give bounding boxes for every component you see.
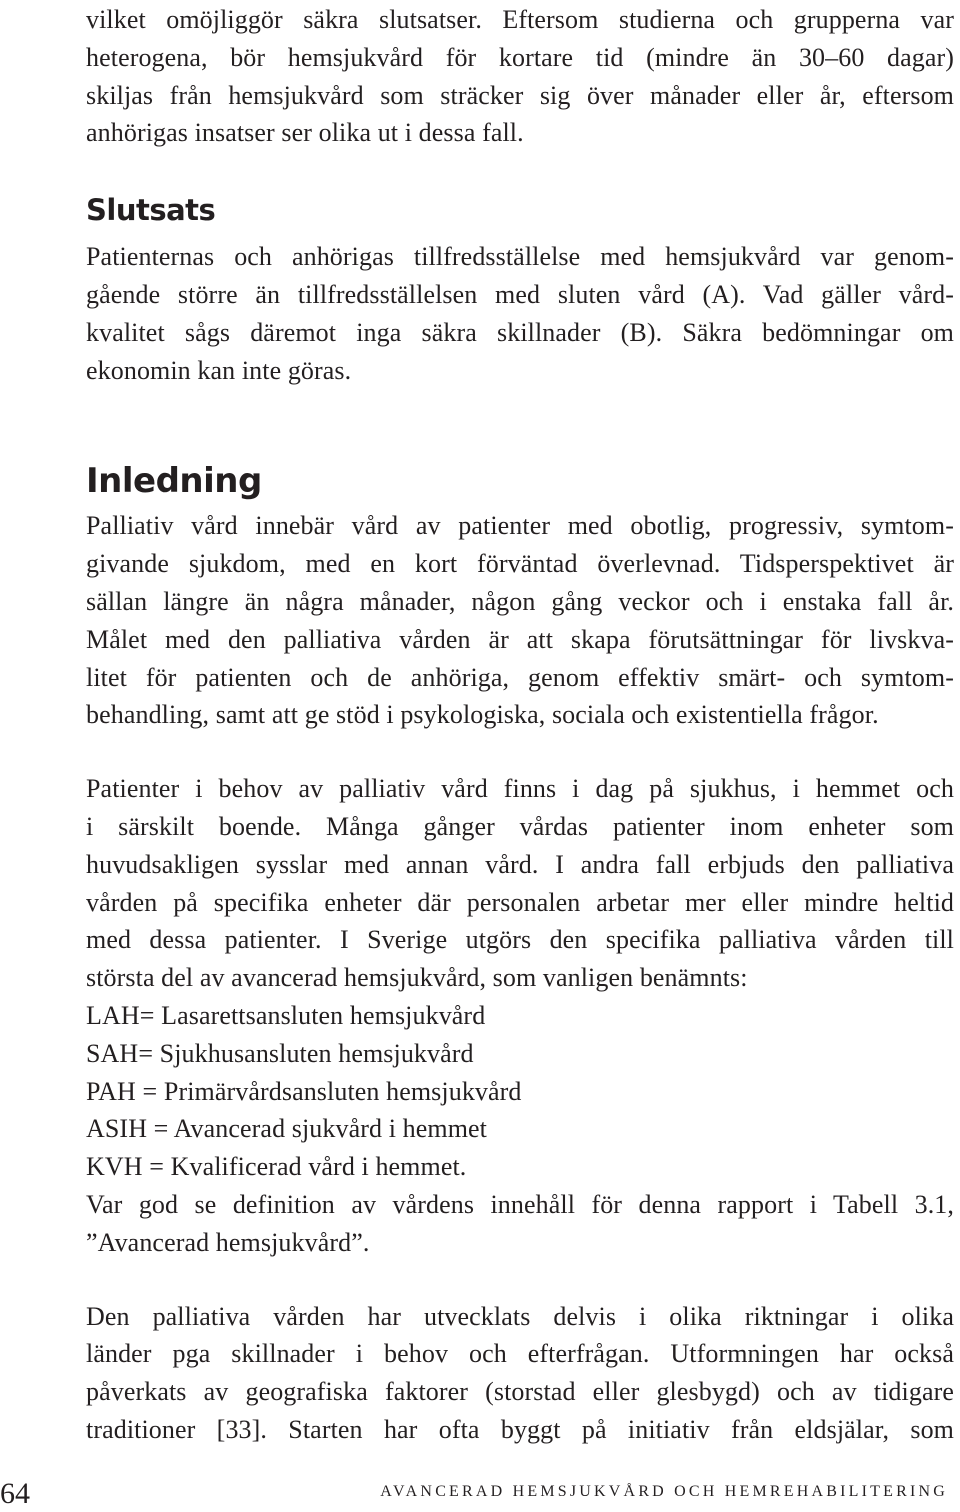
text-line: kvalitet sågs däremot inga säkra skillnader (B). Säkra bedömningar om — [86, 317, 954, 347]
text-line: ”Avancerad hemsjukvård”. — [86, 1227, 370, 1257]
text-line: huvudsakligen sysslar med annan vård. I andra fall erbjuds den palliativa — [86, 849, 954, 879]
inledning-paragraph-3 — [86, 1298, 954, 1449]
text-line: Den palliativa vården har utvecklats delvis i olika riktningar i olika — [86, 1301, 954, 1331]
text-line: i särskilt boende. Många gånger vårdas patienter inom enheter som — [86, 811, 954, 841]
abbreviation-list — [86, 997, 954, 1186]
text-line: med dessa patienter. I Sverige utgörs den specifika palliativa vården till — [86, 925, 954, 955]
text-line: anhörigas insatser ser olika ut i dessa fall. — [86, 118, 524, 148]
abbreviation-item: LAH= Lasarettsansluten hemsjukvård — [86, 1000, 486, 1030]
text-line: traditioner [33]. Starten har ofta byggt på initiativ från eldsjälar, som — [86, 1414, 954, 1444]
intro-paragraph — [86, 0, 954, 152]
text-line: behandling, samt att ge stöd i psykologiska, sociala och existentiella frågor. — [86, 700, 879, 730]
text-line: heterogena, bör hemsjukvård för kortare tid (mindre än 30–60 dagar) — [86, 42, 954, 72]
text-line: Patienter i behov av palliativ vård finns i dag på sjukhus, i hemmet och — [86, 774, 954, 804]
paragraph-gap — [86, 1262, 954, 1298]
inledning-paragraph-2 — [86, 770, 954, 997]
text-line: vården på specifika enheter där personalen arbetar mer eller mindre heltid — [86, 887, 954, 917]
text-line: skiljas från hemsjukvård som sträcker sig över månader eller år, eftersom — [86, 80, 954, 110]
text-line: gående större än tillfredsställelsen med sluten vård (A). Vad gäller vård- — [86, 279, 954, 309]
abbreviation-item: PAH = Primärvårdsansluten hemsjukvård — [86, 1076, 522, 1106]
definition-reference — [86, 1186, 954, 1262]
text-line: litet för patienten och de anhöriga, genom effektiv smärt- och symtom- — [86, 662, 954, 692]
abbreviation-item: SAH= Sjukhusansluten hemsjukvård — [86, 1038, 474, 1068]
section-heading-slutsats: Slutsats — [86, 193, 216, 228]
text-line: Palliativ vård innebär vård av patienter med obotlig, progressiv, symtom- — [86, 511, 954, 541]
section-heading-inledning: Inledning — [86, 461, 262, 502]
slutsats-paragraph — [86, 238, 954, 389]
abbreviation-item: KVH = Kvalificerad vård i hemmet. — [86, 1152, 467, 1182]
text-line: vilket omöjliggör säkra slutsatser. Eftersom studierna och grupperna var — [86, 5, 954, 34]
text-line: länder pga skillnader i behov och efterfrågan. Utformningen har också — [86, 1339, 954, 1369]
text-line: sällan längre än några månader, någon gång veckor och i enstaka fall år. — [86, 586, 954, 616]
page-number: 64 — [0, 1477, 30, 1510]
paragraph-gap — [86, 734, 954, 770]
text-line: givande sjukdom, med en kort förväntad överlevnad. Tidsperspektivet är — [86, 549, 954, 579]
text-line: Målet med den palliativa vården är att skapa förutsättningar för livskva- — [86, 624, 954, 654]
text-line: största del av avancerad hemsjukvård, som vanligen benämnts: — [86, 963, 748, 993]
text-line: Patienternas och anhörigas tillfredsställelse med hemsjukvård var genom- — [86, 242, 954, 272]
document-page — [86, 0, 954, 1449]
text-line: ekonomin kan inte göras. — [86, 355, 352, 385]
text-line: Var god se definition av vårdens innehåll för denna rapport i Tabell 3.1, — [86, 1189, 954, 1219]
text-line: påverkats av geografiska faktorer (storstad eller glesbygd) och av tidigare — [86, 1377, 954, 1407]
abbreviation-item: ASIH = Avancerad sjukvård i hemmet — [86, 1114, 487, 1144]
running-title: AVANCERAD HEMSJUKVÅRD OCH HEMREHABILITERING — [380, 1483, 948, 1500]
inledning-paragraph-1 — [86, 507, 954, 734]
